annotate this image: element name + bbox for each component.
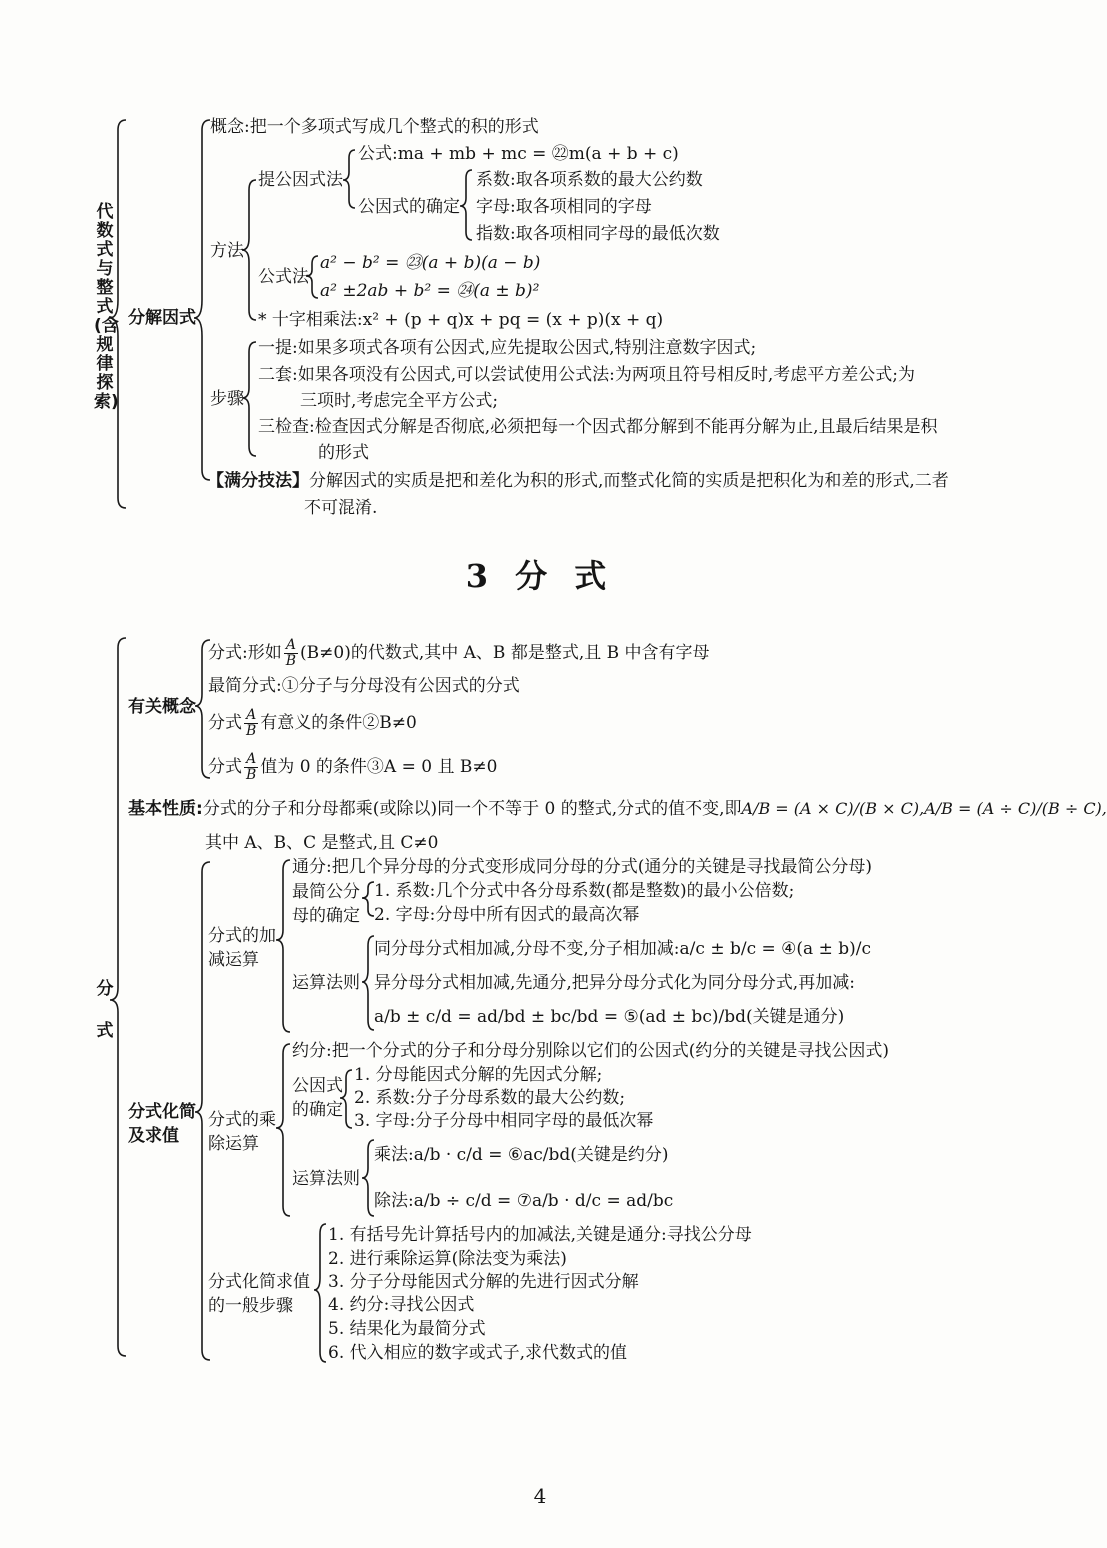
method-label: 方法 — [210, 241, 244, 261]
fraction-a-over-b: $\frac{A}{B}$ — [246, 751, 257, 783]
ggys-item: 3. 字母:分子分母中相同字母的最低次幂 — [354, 1111, 654, 1131]
zjgfm-item: 2. 字母:分母中所有因式的最高次幂 — [374, 905, 640, 925]
brace-mul — [276, 1044, 290, 1216]
tip-text: 分解因式的实质是把和差化为积的形式,而整式化简的实质是把积化为和差的形式,二者 — [309, 471, 949, 491]
simplify-step: 5. 结果化为最简分式 — [328, 1319, 486, 1339]
gys-item: 指数:取各项相同字母的最低次数 — [476, 224, 720, 244]
basic-property — [128, 798, 1107, 820]
ggys-item: 1. 分母能因式分解的先因式分解; — [354, 1065, 603, 1085]
section-title: 3 分 式 — [465, 557, 615, 595]
simplify-step: 6. 代入相应的数字或式子,求代数式的值 — [328, 1343, 628, 1363]
brace-addrule — [362, 936, 374, 1030]
mul-rule-label: 运算法则 — [292, 1169, 360, 1189]
simplify-node: 分式化简 及求值 — [128, 1102, 196, 1146]
gys-item: 字母:取各项相同的字母 — [476, 197, 652, 217]
brace-zjgfm — [362, 882, 374, 916]
formula-square-diff: a² − b² = ㉓(a + b)(a − b) — [320, 253, 541, 273]
tigong-formula: 公式:ma + mb + mc = ㉒m(a + b + c) — [358, 144, 679, 164]
step-3: 三检查:检查因式分解是否彻底,必须把每一个因式都分解到不能再分解为止,且最后结果是积 — [258, 417, 938, 437]
basic-line2: 其中 A、B、C 是整式,且 C≠0 — [205, 833, 439, 853]
mul-rule-multiply: 乘法:a/b · c/d = ⑥ac/bd(关键是约分) — [374, 1145, 669, 1165]
concept-zero-value: 分式 $\frac{A}{B}$ 值为 0 的条件③A = 0 且 B≠0 — [208, 751, 498, 783]
add-rule-formula: a/b ± c/d = ad/bd ± bc/bd = ⑤(ad ± bc)/bd(关键是通分) — [374, 1007, 845, 1027]
brace-steps — [242, 342, 256, 456]
zjgfm-item: 1. 系数:几个分式中各分母系数(都是整数)的最小公倍数; — [374, 881, 795, 901]
steps-label: 步骤 — [210, 389, 244, 409]
concept-node: 有关概念 — [128, 697, 196, 717]
gys-label: 公因式的确定 — [358, 197, 460, 217]
basic-text: 分式的分子和分母都乘(或除以)同一个不等于 0 的整式,分式的值不变,即 — [202, 799, 742, 819]
ggys-item: 2. 系数:分子分母系数的最大公约数; — [354, 1088, 626, 1108]
mul-node: 分式的乘 除运算 — [208, 1110, 276, 1154]
basic-eq1: A/B = (A × C)/(B × C), — [741, 799, 925, 818]
factor-node: 分解因式 — [128, 308, 196, 328]
cross-method: * 十字相乘法:x² + (p + q)x + pq = (x + p)(x + q) — [258, 310, 664, 330]
page-number: 4 — [533, 1484, 547, 1508]
basic-label: 基本性质: — [128, 799, 203, 819]
ggys-label: 公因式 的确定 — [292, 1076, 343, 1120]
sec3-side-label: 分式 — [96, 979, 114, 1041]
tigong-label: 提公因式法 — [258, 170, 343, 190]
step-1: 一提:如果多项式各项有公因式,应先提取公因式,特别注意数字因式; — [258, 338, 757, 358]
mul-rule-divide: 除法:a/b ÷ c/d = ⑦a/b · d/c = ad/bc — [374, 1191, 674, 1211]
concept-fraction-def — [208, 638, 710, 669]
formula-perfect-square: a² ±2ab + b² = ㉔(a ± b)² — [320, 281, 540, 301]
fraction-a-over-b: $\frac{A}{B}$ — [285, 637, 297, 669]
simplify-step: 4. 约分:寻找公因式 — [328, 1295, 475, 1315]
add-node: 分式的加 减运算 — [208, 926, 276, 970]
sec2-side-label: 代数式与整式(含规律探索) — [94, 202, 119, 412]
c1-pre: 分式:形如 — [208, 643, 282, 663]
brace-gys — [460, 170, 472, 240]
add-rule-label: 运算法则 — [292, 973, 360, 993]
tongfen-text: 通分:把几个异分母的分式变形成同分母的分式(通分的关键是寻找最简公分母) — [292, 857, 872, 877]
yuefen-text: 约分:把一个分式的分子和分母分别除以它们的公因式(约分的关键是寻找公因式) — [292, 1041, 889, 1061]
brace-mulrule — [362, 1140, 374, 1216]
simplify-step: 2. 进行乘除运算(除法变为乘法) — [328, 1249, 567, 1269]
brace-steps3 — [314, 1224, 326, 1362]
step-2: 二套:如果各项没有公因式,可以尝试使用公式法:为两项且符号相反时,考虑平方差公式;为 — [258, 365, 915, 385]
brace-method — [242, 180, 256, 320]
tip-tag: 【满分技法】 — [207, 471, 309, 491]
brace-factor — [194, 120, 210, 480]
concept-text: 概念:把一个多项式写成几个整式的积的形式 — [210, 117, 539, 137]
gys-item: 系数:取各项系数的最大公约数 — [476, 170, 703, 190]
concept-simplest-fraction: 最简分式:①分子与分母没有公因式的分式 — [208, 676, 520, 696]
tip-text-cont: 不可混淆. — [304, 498, 378, 518]
c1-post: (B≠0)的代数式,其中 A、B 都是整式,且 B 中含有字母 — [300, 643, 710, 663]
steps3-node: 分式化简求值 的一般步骤 — [208, 1272, 310, 1316]
step-3-cont: 的形式 — [318, 443, 369, 463]
add-rule-same-denominator: 同分母分式相加减,分母不变,分子相加减:a/c ± b/c = ④(a ± b)/c — [374, 939, 871, 959]
brace-tigong — [343, 150, 355, 208]
simplify-step: 1. 有括号先计算括号内的加减法,关键是通分:寻找公分母 — [328, 1225, 752, 1245]
gongshifa-label: 公式法 — [258, 267, 309, 287]
zjgfm-label: 最简公分 母的确定 — [292, 882, 360, 926]
concept-meaningful: 分式 $\frac{A}{B}$ 有意义的条件②B≠0 — [208, 707, 417, 739]
step-2-cont: 三项时,考虑完全平方公式; — [300, 391, 499, 411]
fraction-a-over-b: $\frac{A}{B}$ — [246, 707, 257, 739]
simplify-step: 3. 分子分母能因式分解的先进行因式分解 — [328, 1272, 639, 1292]
brace-add — [276, 860, 290, 1032]
basic-eq2: A/B = (A ÷ C)/(B ÷ C), — [924, 799, 1107, 818]
add-rule-diff-denominator: 异分母分式相加减,先通分,把异分母分式化为同分母分式,再加减: — [374, 973, 855, 993]
